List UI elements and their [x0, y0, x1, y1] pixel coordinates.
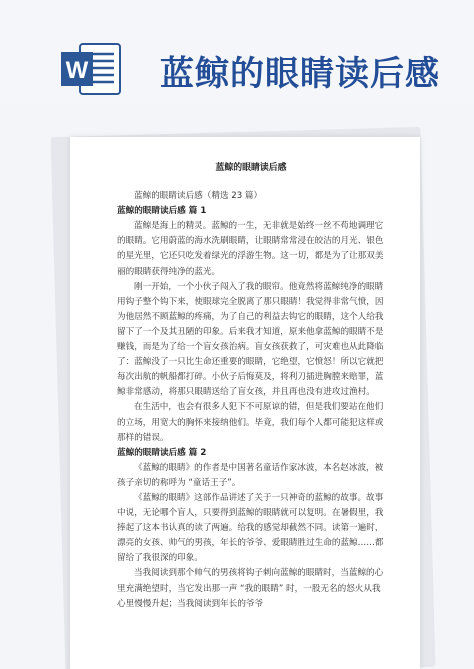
banner: [0, 0, 474, 104]
document-title: 蓝鲸的眼睛读后感: [215, 163, 287, 173]
word-logo-icon: [60, 40, 122, 98]
document-content: [117, 161, 385, 612]
section-heading: 蓝鲸的眼睛读后感 篇 1: [117, 206, 207, 217]
section-heading: 蓝鲸的眼睛读后感 篇 2: [117, 447, 207, 458]
word-logo-letter: W: [65, 57, 89, 84]
paragraph: 当我阅读到那个帅气的男孩将钩子刺向蓝鲸的眼睛时，当蓝鲸的心里充满绝望时，当它发出那一声 “我的眼睛” 时，一股无名的怒火从我心里慢慢升起；当我阅读到年长的爷爷: [117, 568, 384, 609]
document-subtitle: 蓝鲸的眼睛读后感（精选 23 篇）: [134, 191, 263, 202]
paragraph: 在生活中，也会有很多人犯下不可原谅的错，但是我们要站在他们的立场，用宽大的胸怀来接纳他们。毕竟，我们每个人都可能犯这样或那样的错误。: [117, 402, 384, 443]
banner-title: 蓝鲸的眼睛读后感: [160, 54, 440, 94]
paragraph: 《蓝鲸的眼睛》这部作品讲述了关于一只神奇的蓝鲸的故事。故事中说，无论哪个盲人，只要得到蓝鲸的眼睛就可以复明。在暑假里，我捧起了这本书认真的读了两遍。给我的感觉却截然不同。读第一遍时，漂亮的女孩、帅气的男孩，年长的爷爷、爱眼睛胜过生命的蓝鲸……都留给了我很深的印象。: [117, 492, 384, 564]
paragraph: 《蓝鲸的眼睛》的作者是中国著名童话作家冰波，本名赵冰波，被孩子亲切的称呼为 “童话王子”。: [117, 462, 384, 488]
paragraph: 蓝鲸是海上的精灵。蓝鲸的一生，无非就是始终一丝不苟地调理它的眼睛。它用蔚蓝的海水洗刷眼睛，让眼睛常常浸在皎洁的月光、银色的星光里，它还只吃发着绿光的浮游生物。这一切，都是为了让那双美丽的眼睛获得纯净的蓝光。: [117, 221, 384, 277]
paragraph: 刚一开始，一个小伙子闯入了我的眼帘。他竟然将蓝鲸纯净的眼睛用钩子整个钩下来，使眼球完全脱离了那只眼睛！我觉得非常气愤，因为他居然不顾蓝鲸的疼痛，为了自己的利益去钩它的眼睛，这个人给我留下了一个及其丑陋的印象。后来我才知道，原来他拿蓝鲸的眼睛不是赚钱，而是为了给一个盲女孩治病。盲女孩获救了，可灾难也从此降临了：蓝鲸没了一只比生命还重要的眼睛，它绝望，它愤怒！所以它就把每次出航的帆船都打碎。小伙子后悔莫及，将利刀插进胸膛来赔罪，蓝鲸非常感动，将那只眼睛送给了盲女孩，并且再也没有进攻过渔村。: [117, 281, 384, 398]
